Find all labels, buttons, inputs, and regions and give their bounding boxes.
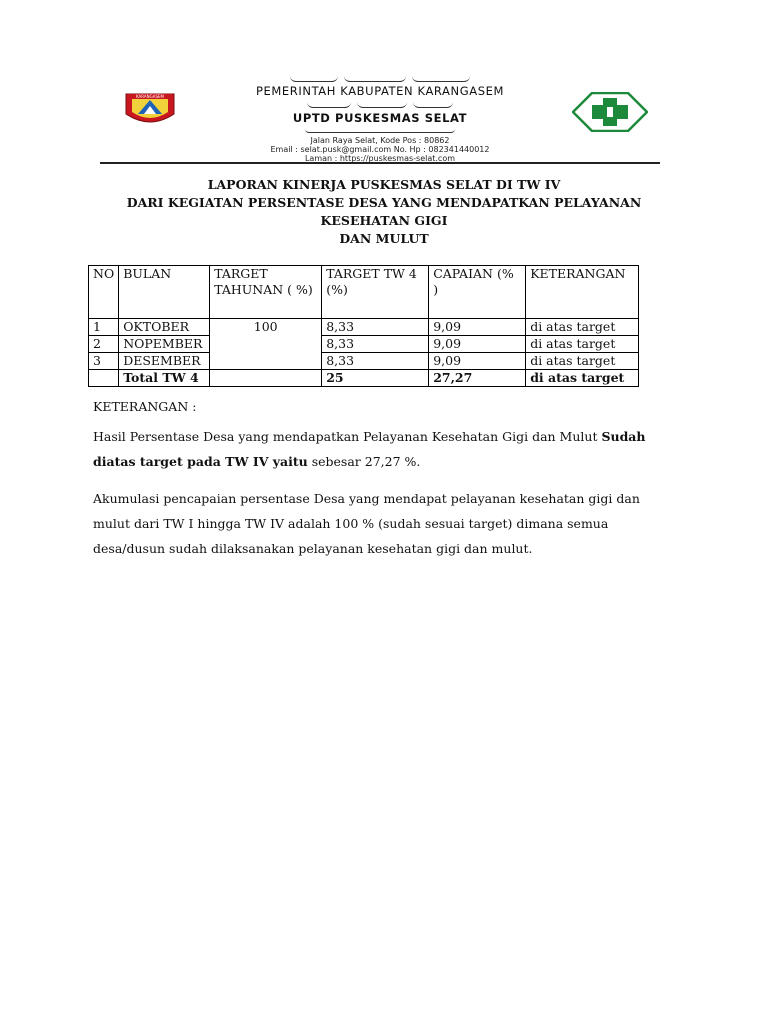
table-row — [89, 353, 639, 370]
notes-paragraph-1 — [93, 424, 673, 474]
puskesmas-logo — [572, 92, 648, 132]
letterhead-text — [195, 72, 565, 163]
balinese-script-line-3 — [195, 126, 565, 136]
header-bulan: BULAN — [119, 266, 210, 319]
row-capaian: 9,09 — [429, 319, 526, 336]
header-keterangan: KETERANGAN — [526, 266, 639, 319]
total-keterangan: di atas target — [526, 370, 639, 387]
row-keterangan: di atas target — [526, 319, 639, 336]
total-capaian: 27,27 — [429, 370, 526, 387]
logo-caption: KARANGASEM — [136, 94, 164, 99]
table-header-row — [89, 266, 639, 319]
performance-table — [88, 265, 639, 387]
total-target-tw4: 25 — [322, 370, 429, 387]
title-line-3: DAN MULUT — [339, 231, 429, 246]
row-capaian: 9,09 — [429, 353, 526, 370]
row-no: 1 — [89, 319, 119, 336]
total-no — [89, 370, 119, 387]
notes-paragraph-2: Akumulasi pencapaian persentase Desa yang mendapat pelayanan kesehatan gigi dan mulut dari TW I hingga TW IV adalah 100 % (sudah sesuai target) dimana semua desa/dusun sudah dilaksanakan pelayanan kesehatan gigi dan mulut. — [93, 491, 640, 556]
title-line-1: LAPORAN KINERJA PUSKESMAS SELAT DI TW IV — [207, 177, 561, 192]
table-total-row — [89, 370, 639, 387]
header-no: NO — [89, 266, 119, 319]
government-name: PEMERINTAH KABUPATEN KARANGASEM — [256, 84, 504, 98]
karangasem-regency-logo — [120, 92, 180, 128]
unit-name: UPTD PUSKESMAS SELAT — [292, 111, 468, 125]
header-target-tw4: TARGET TW 4 (%) — [322, 266, 429, 319]
total-target-tahunan — [210, 370, 322, 387]
letterhead-divider — [100, 162, 660, 164]
letterhead — [100, 70, 660, 166]
row-no: 2 — [89, 336, 119, 353]
row-no: 3 — [89, 353, 119, 370]
row-bulan: DESEMBER — [119, 353, 210, 370]
total-label: Total TW 4 — [119, 370, 210, 387]
row-capaian: 9,09 — [429, 336, 526, 353]
report-title — [80, 176, 688, 248]
row-keterangan: di atas target — [526, 353, 639, 370]
table-row — [89, 336, 639, 353]
row-target-tw4: 8,33 — [322, 319, 429, 336]
address: Jalan Raya Selat, Kode Pos : 80862 — [310, 136, 450, 145]
notes-p1-emphasis: Sudah diatas target pada TW IV yaitu — [93, 429, 646, 469]
row-target-tw4: 8,33 — [322, 353, 429, 370]
balinese-script-line-2 — [195, 98, 565, 111]
contact-info: Email : selat.pusk@gmail.com No. Hp : 082341440012 — [270, 145, 490, 154]
header-target-tahunan: TARGET TAHUNAN ( %) — [210, 266, 322, 319]
row-target-tw4: 8,33 — [322, 336, 429, 353]
row-bulan: NOPEMBER — [119, 336, 210, 353]
target-tahunan-value: 100 — [210, 319, 322, 370]
table-row — [89, 319, 639, 336]
notes-label: KETERANGAN : — [93, 399, 197, 414]
header-capaian: CAPAIAN (% ) — [429, 266, 526, 319]
title-line-2: DARI KEGIATAN PERSENTASE DESA YANG MENDAPATKAN PELAYANAN KESEHATAN GIGI — [126, 195, 642, 228]
notes-p1-text: Hasil Persentase Desa yang mendapatkan Pelayanan Kesehatan Gigi dan Mulut — [93, 429, 602, 444]
row-bulan: OKTOBER — [119, 319, 210, 336]
notes-section — [93, 398, 673, 573]
row-keterangan: di atas target — [526, 336, 639, 353]
notes-p1-tail: sebesar 27,27 %. — [307, 454, 421, 469]
website: Laman : https://puskesmas-selat.com — [304, 154, 456, 163]
